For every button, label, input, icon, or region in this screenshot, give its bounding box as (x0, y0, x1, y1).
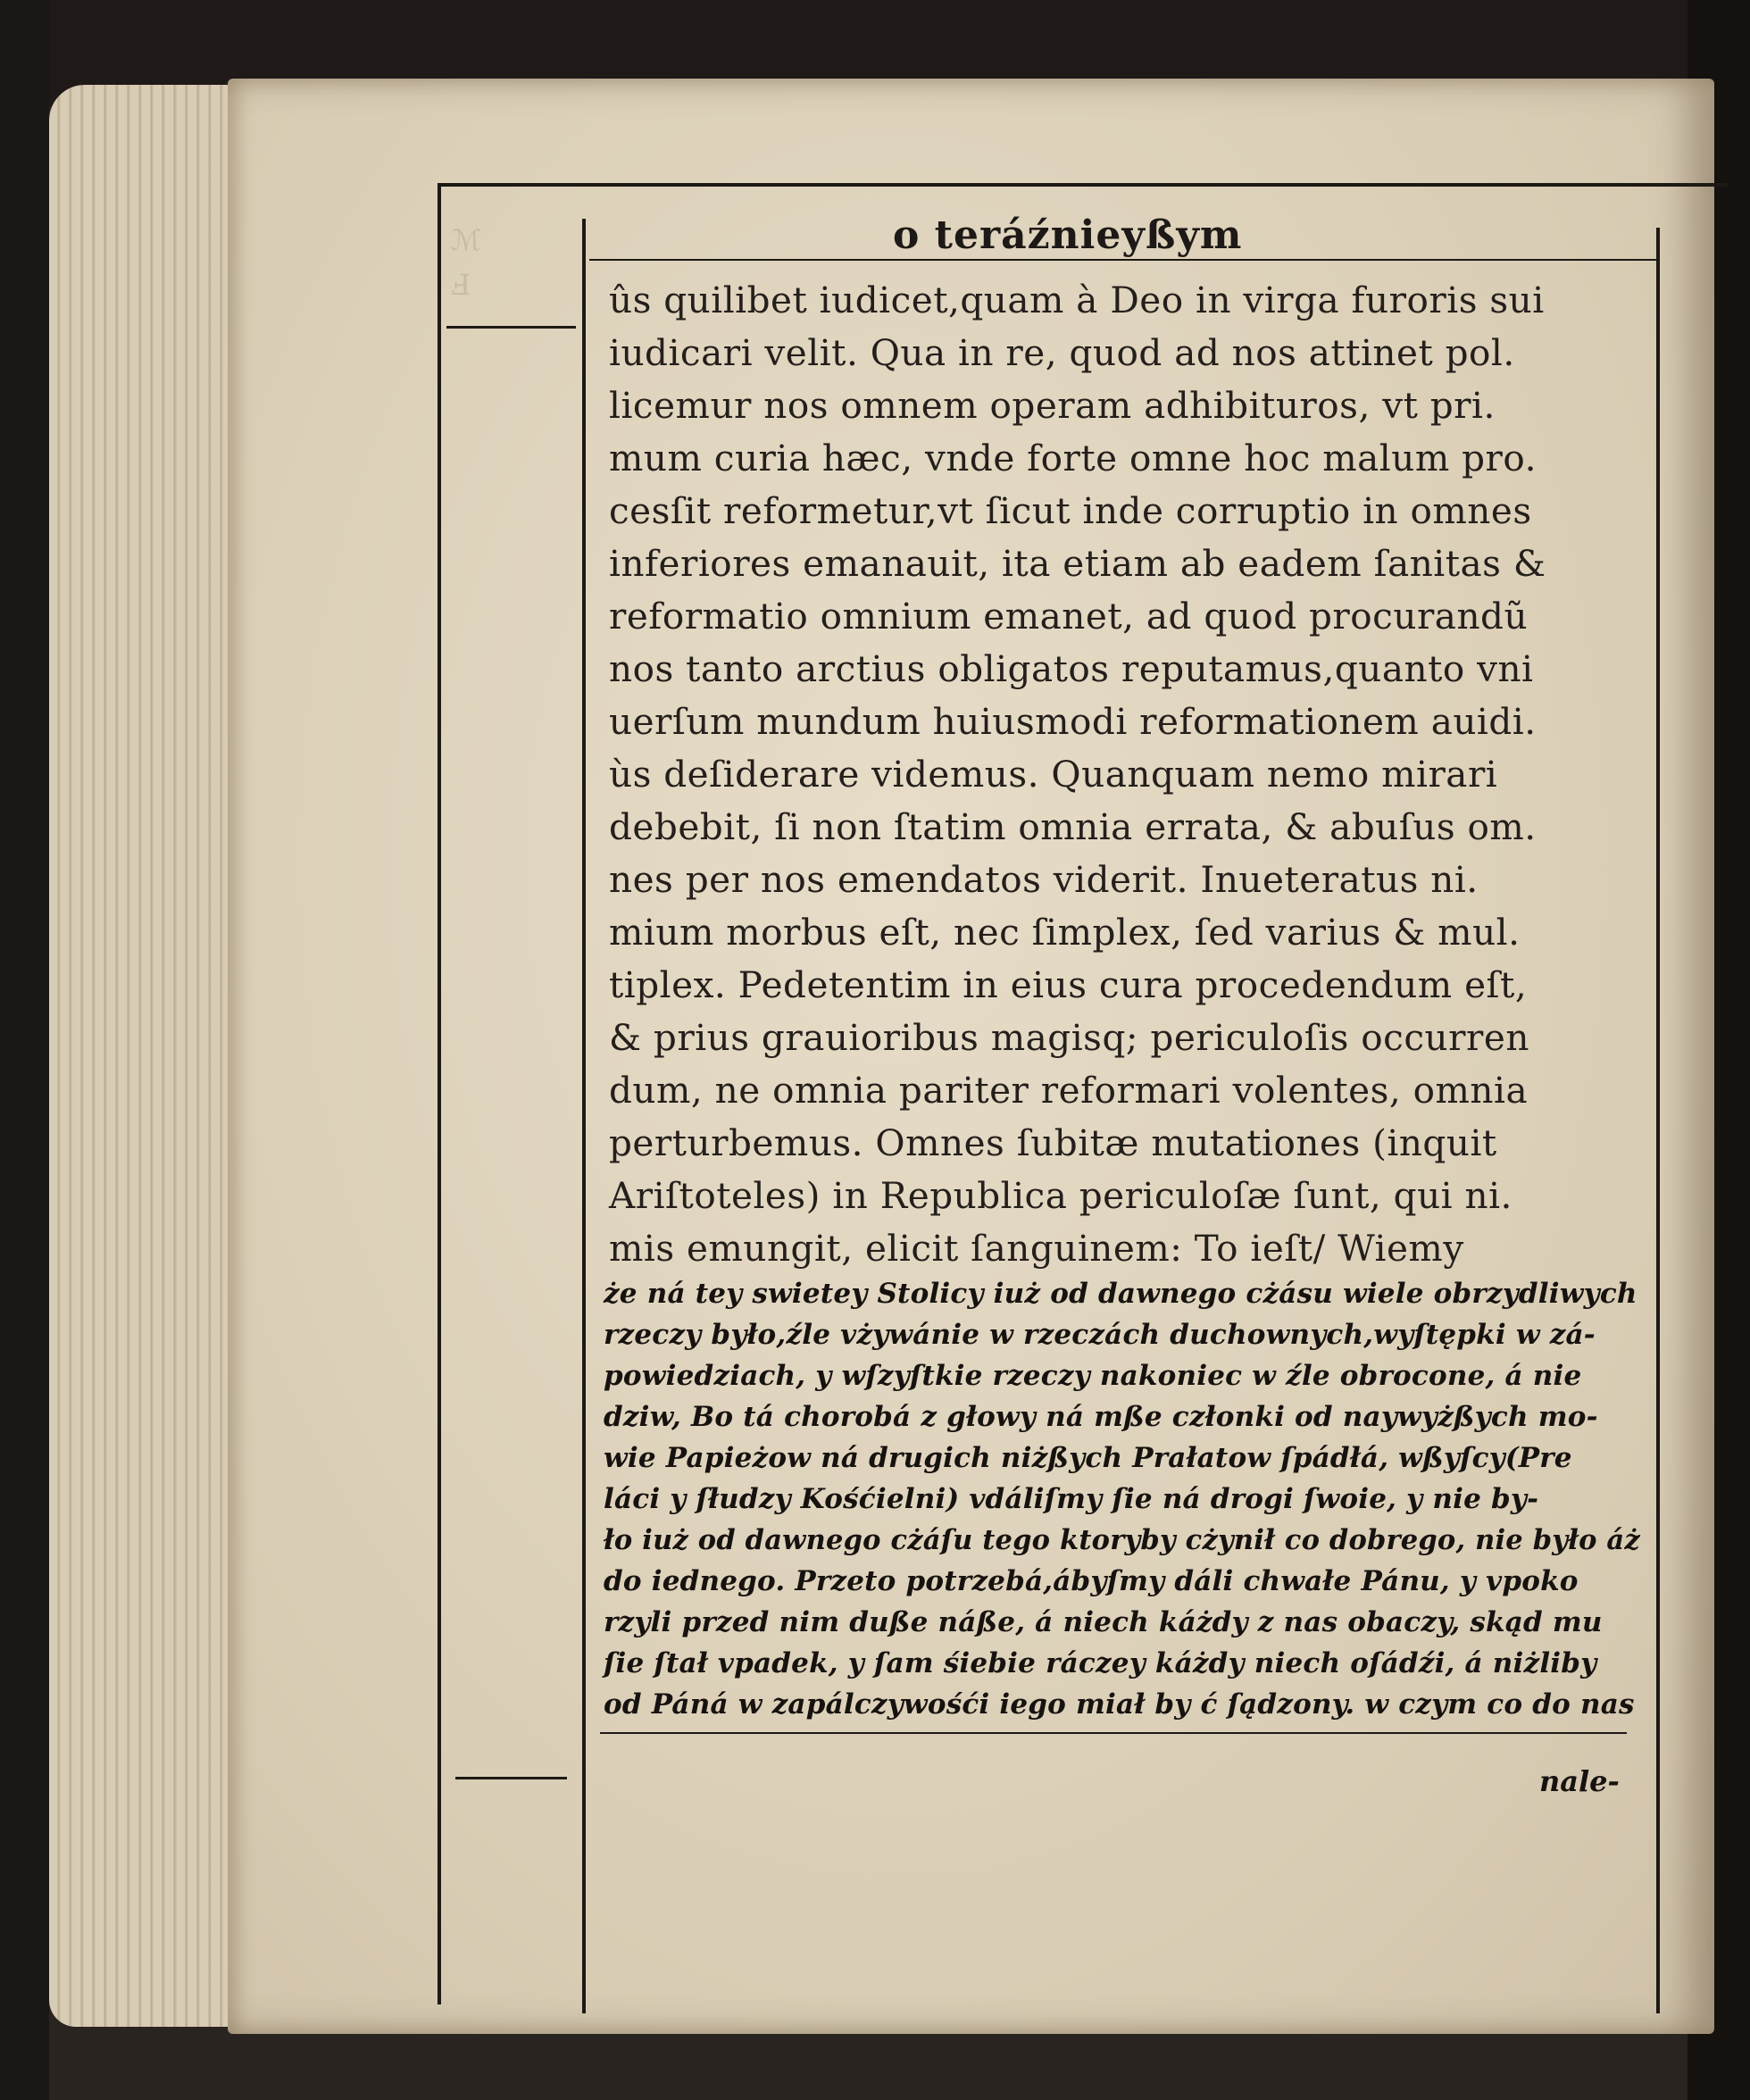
frame-top-rule (438, 183, 1728, 187)
frame-right-rule (1656, 228, 1660, 2013)
text-line: że ná tey swietey Stolicy iuż od dawnego cżásu wiele obrzydliwych (604, 1278, 1638, 1310)
show-through: Ⅎ (451, 268, 471, 302)
text-line: nes per nos emendatos viderit. Inueteratus ni. (609, 858, 1479, 901)
text-line: dum, ne omnia pariter reformari volentes, omnia (609, 1069, 1529, 1112)
text-bottom-rule (600, 1732, 1627, 1734)
margin-rule (455, 1777, 567, 1779)
text-line: reformatio omnium emanet, ad quod procurandũ (609, 595, 1529, 638)
margin-rule (446, 326, 576, 329)
text-line: mium morbus eſt, nec ſimplex, ſed varius & mul. (609, 911, 1521, 954)
text-line: ûs quilibet iudicet,quam à Deo in virga furoris sui (609, 279, 1545, 321)
text-line: ſie ſtał vpadek, y ſam śiebie ráczey káżdy niech oſádźi, á niżliby (604, 1647, 1597, 1679)
frame-inner-rule (582, 219, 586, 2013)
text-line: uerſum mundum huiusmodi reformationem auidi. (609, 700, 1537, 743)
text-line: dziw, Bo tá chorobá z głowy ná mße członki od naywyżßych mo- (604, 1401, 1598, 1433)
text-line: ùs deſiderare videmus. Quanquam nemo mirari (609, 753, 1498, 796)
text-line: mis emungit, elicit ſanguinem: To ieſt/ Wiemy (609, 1227, 1464, 1270)
text-line: láci y ſłudzy Kośćielni) vdáliſmy ſie ná drogi ſwoie, y nie by- (604, 1483, 1539, 1515)
text-line: rzeczy było,źle vżywánie w rzeczách duchownych,wyſtępki w zá- (604, 1319, 1596, 1351)
text-line: nos tanto arctius obligatos reputamus,quanto vni (609, 647, 1534, 690)
text-line: perturbemus. Omnes ſubitæ mutationes (inquit (609, 1121, 1497, 1164)
text-line: iudicari velit. Qua in re, quod ad nos attinet pol. (609, 331, 1515, 374)
text-line: & prius grauioribus magisq; periculoſis occurren (609, 1016, 1529, 1059)
show-through: ℳ (451, 223, 482, 257)
text-line: wie Papieżow ná drugich niżßych Prałatow ſpádłá, wßyſcy(Pre (604, 1442, 1572, 1474)
frame-left-rule (438, 183, 441, 2004)
catchword: nale- (1539, 1764, 1620, 1798)
text-line: Ariſtoteles) in Republica periculoſæ ſunt, qui ni. (609, 1174, 1512, 1217)
text-line: mum curia hæc, vnde forte omne hoc malum pro. (609, 437, 1537, 479)
text-line: powiedziach, y wſzyſtkie rzeczy nakoniec w źle obrocone, á nie (604, 1360, 1582, 1392)
text-line: ło iuż od dawnego cżáſu tego ktoryby cżynił co dobrego, nie było áż (604, 1524, 1640, 1556)
text-line: inferiores emanauit, ita etiam ab eadem ſanitas & (609, 542, 1546, 585)
running-head: o teráźnieyßym (893, 212, 1243, 258)
text-line: tiplex. Pedetentim in eius cura procedendum eſt, (609, 963, 1528, 1006)
text-line: licemur nos omnem operam adhibituros, vt pri. (609, 384, 1496, 427)
background-left (0, 0, 49, 2100)
text-line: do iednego. Przeto potrzebá,ábyſmy dáli chwałe Pánu, y vpoko (604, 1565, 1579, 1597)
text-line: od Páná w zapálczywośći iego miał by ć ſądzony. w czym co do nas (604, 1688, 1635, 1721)
text-line: debebit, ſi non ſtatim omnia errata, & abuſus om. (609, 805, 1537, 848)
text-line: rzyli przed nim duße náße, á niech káżdy z nas obaczy, skąd mu (604, 1606, 1603, 1638)
text-line: cesſit reformetur,vt ſicut inde corruptio in omnes (609, 489, 1532, 532)
header-rule (589, 259, 1656, 261)
page-edges (49, 85, 254, 2027)
